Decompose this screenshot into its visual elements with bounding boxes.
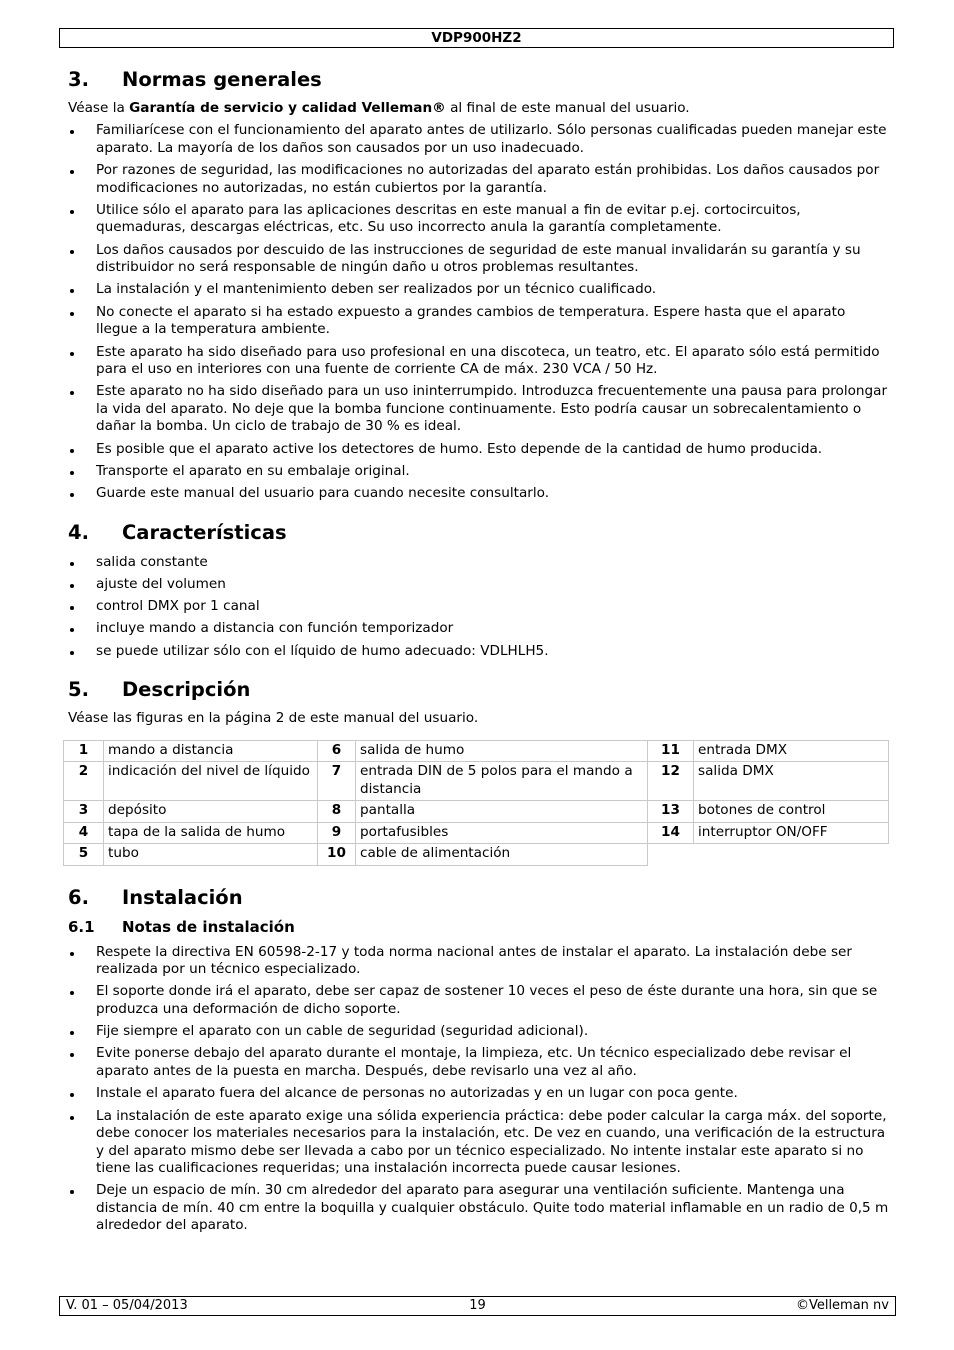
warranty-reference: Garantía de servicio y calidad Velleman® <box>129 100 446 116</box>
document-version: V. 01 – 05/04/2013 <box>66 1298 188 1313</box>
page-footer <box>59 1296 896 1316</box>
part-number: 3 <box>64 801 104 823</box>
list-item: Fije siempre el aparato con un cable de seguridad (seguridad adicional). <box>68 1023 890 1041</box>
table-row <box>64 740 889 762</box>
part-name: salida de humo <box>356 740 648 762</box>
table-row <box>64 844 889 866</box>
section-3-bullets <box>68 122 890 502</box>
copyright-notice: ©Velleman nv <box>795 1298 889 1313</box>
part-name: cable de alimentación <box>356 844 648 866</box>
table-row <box>64 801 889 823</box>
part-name: pantalla <box>356 801 648 823</box>
section-5-title: Descripción <box>122 678 251 702</box>
empty-cell <box>694 844 889 866</box>
list-item: salida constante <box>68 554 890 572</box>
list-item: Evite ponerse debajo del aparato durante el montaje, la limpieza, etc. Un técnico especializado debe revisar el aparato antes de la puesta en marcha. Después, debe revisarlo una vez al año. <box>68 1045 890 1080</box>
section-3-title: Normas generales <box>122 68 322 91</box>
list-item: Este aparato no ha sido diseñado para un uso ininterrumpido. Introduzca frecuentemente una pausa para prolongar la vida del aparato. No deje que la bomba funcione continuamente. Esto podría causar un sobrecalentamiento o dañar la bomba. Un ciclo de trabajo de 30 % es ideal. <box>68 383 890 436</box>
part-name: tubo <box>104 844 318 866</box>
part-name: botones de control <box>694 801 889 823</box>
list-item: Instale el aparato fuera del alcance de personas no autorizadas y en un lugar con poca gente. <box>68 1085 890 1103</box>
section-5-number: 5. <box>68 678 89 702</box>
section-6-bullets <box>68 944 890 1235</box>
model-name: VDP900HZ2 <box>431 30 522 46</box>
list-item: Transporte el aparato en su embalaje original. <box>68 463 890 481</box>
list-item: Respete la directiva EN 60598-2-17 y toda norma nacional antes de instalar el aparato. La instalación debe ser realizada por un técnico especializado. <box>68 944 890 979</box>
part-number: 10 <box>318 844 356 866</box>
list-item: control DMX por 1 canal <box>68 598 890 616</box>
list-item: La instalación de este aparato exige una sólida experiencia práctica: debe poder calcular la carga máx. del soporte, debe conocer los materiales necesarios para la instalación, etc. De vez en cuando, una verificación de la estructura y del aparato mismo debe ser llevada a cabo por un técnico especializado. No intente instalar este aparato si no tiene las cualificaciones requeridas; una instalación incorrecta puede causar lesiones. <box>68 1108 890 1178</box>
part-number: 1 <box>64 740 104 762</box>
section-6-title: Instalación <box>122 885 243 909</box>
part-name: interruptor ON/OFF <box>694 822 889 844</box>
list-item: Este aparato ha sido diseñado para uso profesional en una discoteca, un teatro, etc. El aparato sólo está permitido para el uso en interiores con una fuente de corriente CA de máx. 230 VCA / 50 Hz. <box>68 344 890 379</box>
part-number: 14 <box>648 822 694 844</box>
section-6-heading <box>68 882 890 914</box>
intro-text-post: al final de este manual del usuario. <box>445 100 690 116</box>
part-name: indicación del nivel de líquido <box>104 762 318 801</box>
section-3-number: 3. <box>68 68 89 91</box>
list-item: incluye mando a distancia con función temporizador <box>68 620 890 638</box>
part-name: depósito <box>104 801 318 823</box>
part-number: 6 <box>318 740 356 762</box>
subsection-6-1-heading <box>68 915 890 939</box>
table-row <box>64 822 889 844</box>
section-4-number: 4. <box>68 520 89 544</box>
table-row <box>64 762 889 801</box>
list-item: Deje un espacio de mín. 30 cm alrededor del aparato para asegurar una ventilación suficiente. Mantenga una distancia de mín. 40 cm entre la boquilla y cualquier obstáculo. Quite todo material inflamable en un radio de 0,5 m alrededor del aparato. <box>68 1182 890 1235</box>
list-item: No conecte el aparato si ha estado expuesto a grandes cambios de temperatura. Espere hasta que el aparato llegue a la temperatura ambiente. <box>68 304 890 339</box>
section-5-heading <box>68 674 890 706</box>
part-name: mando a distancia <box>104 740 318 762</box>
parts-table <box>63 740 889 866</box>
part-number: 8 <box>318 801 356 823</box>
subsection-6-1-title: Notas de instalación <box>122 917 295 936</box>
part-number: 9 <box>318 822 356 844</box>
list-item: Los daños causados por descuido de las instrucciones de seguridad de este manual invalidarán su garantía y su distribuidor no será responsable de ningún daño u otros problemas resultantes. <box>68 242 890 277</box>
list-item: El soporte donde irá el aparato, debe ser capaz de sostener 10 veces el peso de éste durante una hora, sin que se produzca una deformación de dicho soporte. <box>68 983 890 1018</box>
part-number: 2 <box>64 762 104 801</box>
section-4-bullets <box>68 554 890 661</box>
part-number: 12 <box>648 762 694 801</box>
empty-cell <box>648 844 694 866</box>
part-number: 11 <box>648 740 694 762</box>
part-number: 7 <box>318 762 356 801</box>
page-number: 19 <box>469 1298 486 1313</box>
list-item: La instalación y el mantenimiento deben ser realizados por un técnico cualificado. <box>68 281 890 299</box>
section-3-intro <box>68 100 890 118</box>
page-header-model <box>59 28 894 48</box>
list-item: Utilice sólo el aparato para las aplicaciones descritas en este manual a fin de evitar p.ej. cortocircuitos, quemaduras, descargas eléctricas, etc. Su uso incorrecto anula la garantía completamente. <box>68 202 890 237</box>
list-item: ajuste del volumen <box>68 576 890 594</box>
part-name: entrada DMX <box>694 740 889 762</box>
subsection-6-1-number: 6.1 <box>68 917 95 936</box>
part-number: 13 <box>648 801 694 823</box>
list-item: Por razones de seguridad, las modificaciones no autorizadas del aparato están prohibidas. Los daños causados por modificaciones no autorizadas, no están cubiertos por la garantía. <box>68 162 890 197</box>
section-4-heading <box>68 517 890 549</box>
list-item: Es posible que el aparato active los detectores de humo. Esto depende de la cantidad de humo producida. <box>68 441 890 459</box>
list-item: Guarde este manual del usuario para cuando necesite consultarlo. <box>68 485 890 503</box>
section-5-intro: Véase las figuras en la página 2 de este manual del usuario. <box>68 710 479 727</box>
part-number: 4 <box>64 822 104 844</box>
part-number: 5 <box>64 844 104 866</box>
section-6-number: 6. <box>68 885 89 909</box>
part-name: tapa de la salida de humo <box>104 822 318 844</box>
intro-text-pre: Véase la <box>68 100 130 116</box>
part-name: salida DMX <box>694 762 889 801</box>
section-3-heading <box>68 64 890 96</box>
part-name: entrada DIN de 5 polos para el mando a distancia <box>356 762 648 801</box>
part-name: portafusibles <box>356 822 648 844</box>
section-4-title: Características <box>122 520 287 544</box>
list-item: se puede utilizar sólo con el líquido de humo adecuado: VDLHLH5. <box>68 643 890 661</box>
page-content <box>68 64 890 1235</box>
list-item: Familiarícese con el funcionamiento del aparato antes de utilizarlo. Sólo personas cualificadas pueden manejar este aparato. La mayoría de los daños son causados por un uso inadecuado. <box>68 122 890 157</box>
